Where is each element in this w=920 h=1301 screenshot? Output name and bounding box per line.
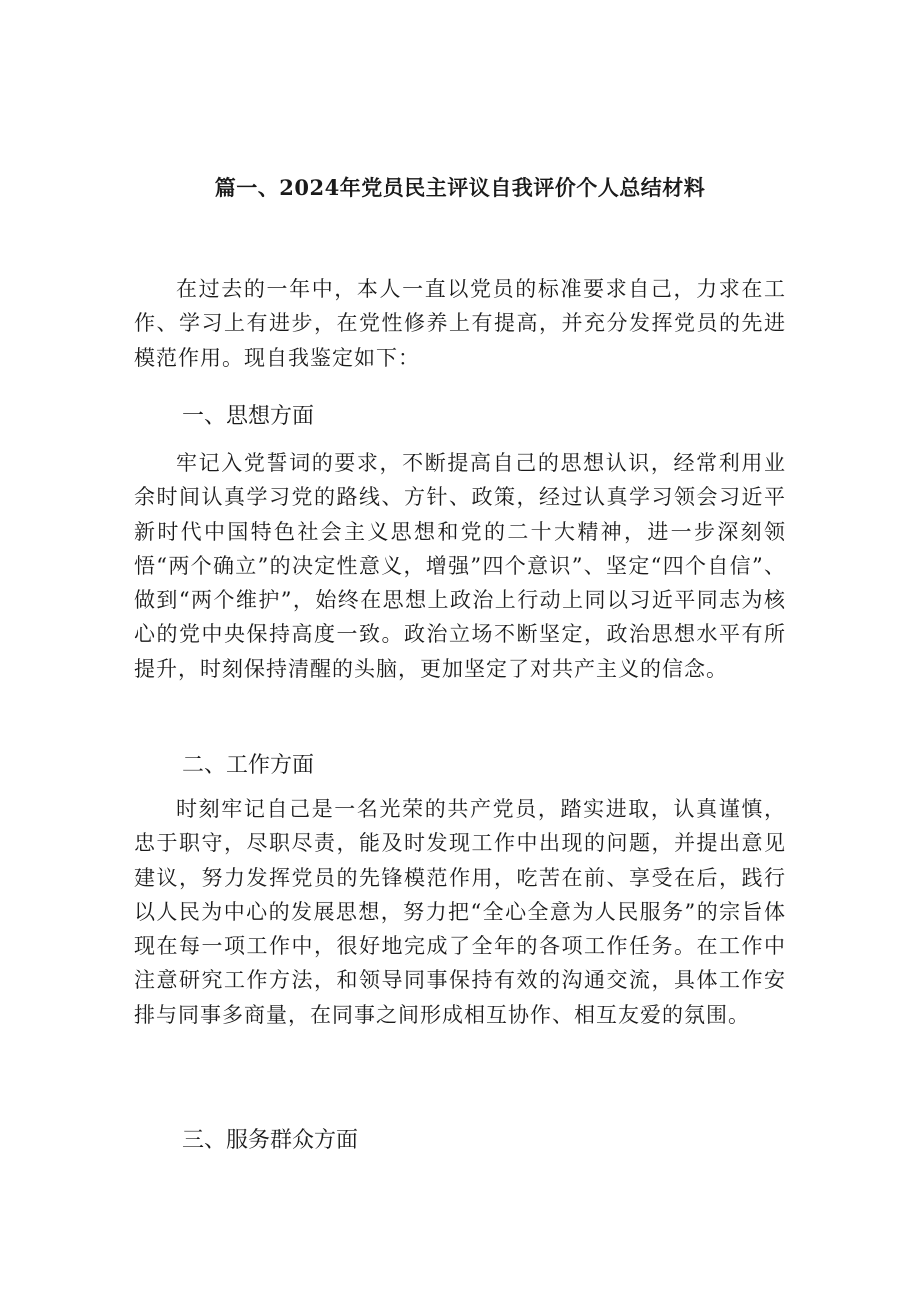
section-body-work: 时刻牢记自己是一名光荣的共产党员，踏实进取，认真谨慎，忠于职守，尽职尽责，能及时发现工作中出现的问题，并提出意见建议，努力发挥党员的先锋模范作用，吃苦在前、享受在后，践行以人民为中心的发展思想，努力把“全心全意为人民服务”的宗旨体现在每一项工作中，很好地完成了全年的各项工作任务。在工作中注意研究工作方法，和领导同事保持有效的沟通交流，具体工作安排与同事多商量，在同事之间形成相互协作、相互友爱的氛围。 [134,797,786,1027]
section-heading-thought: 一、思想方面 [182,404,315,429]
section-heading-service: 三、服务群众方面 [182,1128,359,1153]
section-body-thought: 牢记入党誓词的要求，不断提高自己的思想认识，经常利用业余时间认真学习党的路线、方针、政策，经过认真学习领会习近平新时代中国特色社会主义思想和党的二十大精神，进一步深刻领悟“两个确立”的决定性意义，增强”四个意识”、坚定“四个自信”、做到“两个维护”，始终在思想上政治上行动上同以习近平同志为核心的党中央保持高度一致。政治立场不断坚定，政治思想水平有所提升，时刻保持清醒的头脑，更加坚定了对共产主义的信念。 [134,451,786,681]
document-title: 篇一、2024年党员民主评议自我评价个人总结材料 [214,175,706,200]
section-heading-work: 二、工作方面 [182,753,315,778]
intro-paragraph: 在过去的一年中，本人一直以党员的标准要求自己，力求在工作、学习上有进步，在党性修养上有提高，并充分发挥党员的先进模范作用。现自我鉴定如下： [134,277,786,370]
